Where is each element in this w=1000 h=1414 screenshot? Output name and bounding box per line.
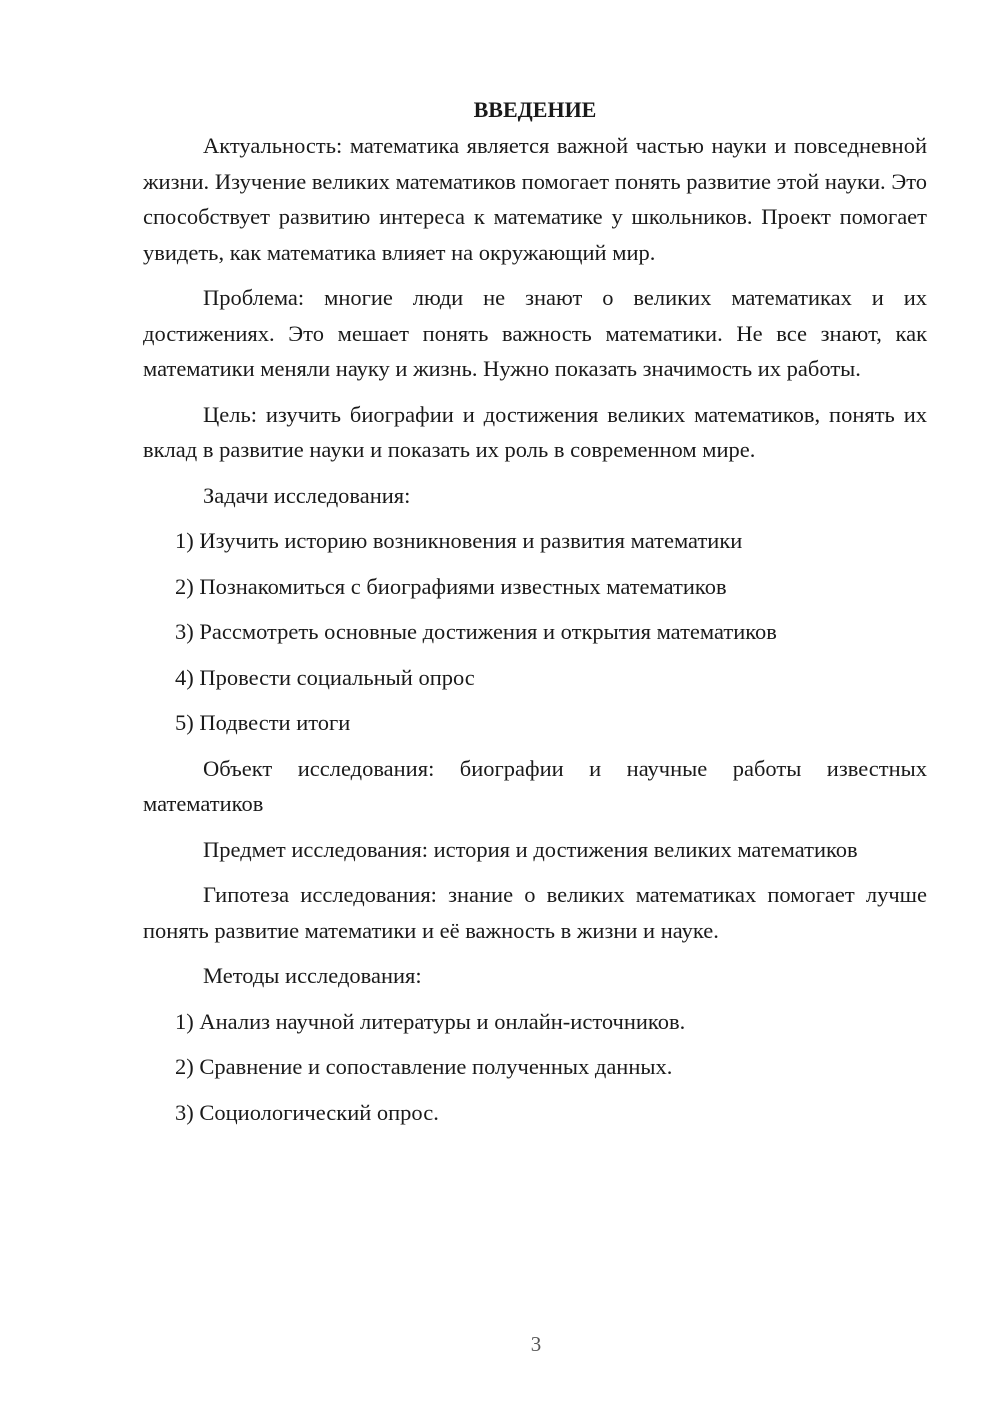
task-item: 4) Провести социальный опрос (175, 664, 475, 690)
tasks-heading: Задачи исследования: (203, 482, 411, 508)
method-item: 1) Анализ научной литературы и онлайн-источников. (175, 1008, 686, 1034)
method-item: 2) Сравнение и сопоставление полученных данных. (175, 1054, 673, 1079)
task-item: 3) Рассмотреть основные достижения и открытия математиков (175, 619, 777, 644)
object-paragraph: Объект исследования: биографии и научные работы известных математиков (143, 755, 927, 816)
task-item: 5) Подвести итоги (175, 710, 351, 735)
section-title: ВВЕДЕНИЕ (473, 97, 597, 122)
page-number: 3 (530, 1332, 542, 1356)
page-content (143, 92, 927, 1140)
relevance-paragraph: Актуальность: математика является важной частью науки и повседневной жизни. Изучение великих математиков помогает понять развитие этой науки. Это способствует развитию интереса к математике у школьников. Проект помогает увидеть, как математика влияет на окружающий мир. (143, 133, 927, 265)
methods-list (143, 1004, 927, 1131)
task-item: 1) Изучить историю возникновения и развития математики (175, 528, 743, 553)
hypothesis-paragraph: Гипотеза исследования: знание о великих математиках помогает лучше понять развитие математики и её важность в жизни и науке. (143, 882, 927, 943)
problem-paragraph: Проблема: многие люди не знают о великих математиках и их достижениях. Это мешает понять важность математики. Не все знают, как математики меняли науку и жизнь. Нужно показать значимость их работы. (143, 285, 927, 381)
tasks-list (143, 523, 927, 741)
task-item: 2) Познакомиться с биографиями известных математиков (175, 573, 727, 599)
methods-heading: Методы исследования: (203, 963, 422, 988)
subject-paragraph: Предмет исследования: история и достижения великих математиков (203, 836, 858, 862)
method-item: 3) Социологический опрос. (175, 1099, 439, 1125)
goal-paragraph: Цель: изучить биографии и достижения великих математиков, понять их вклад в развитие науки и показать их роль в современном мире. (143, 401, 927, 462)
